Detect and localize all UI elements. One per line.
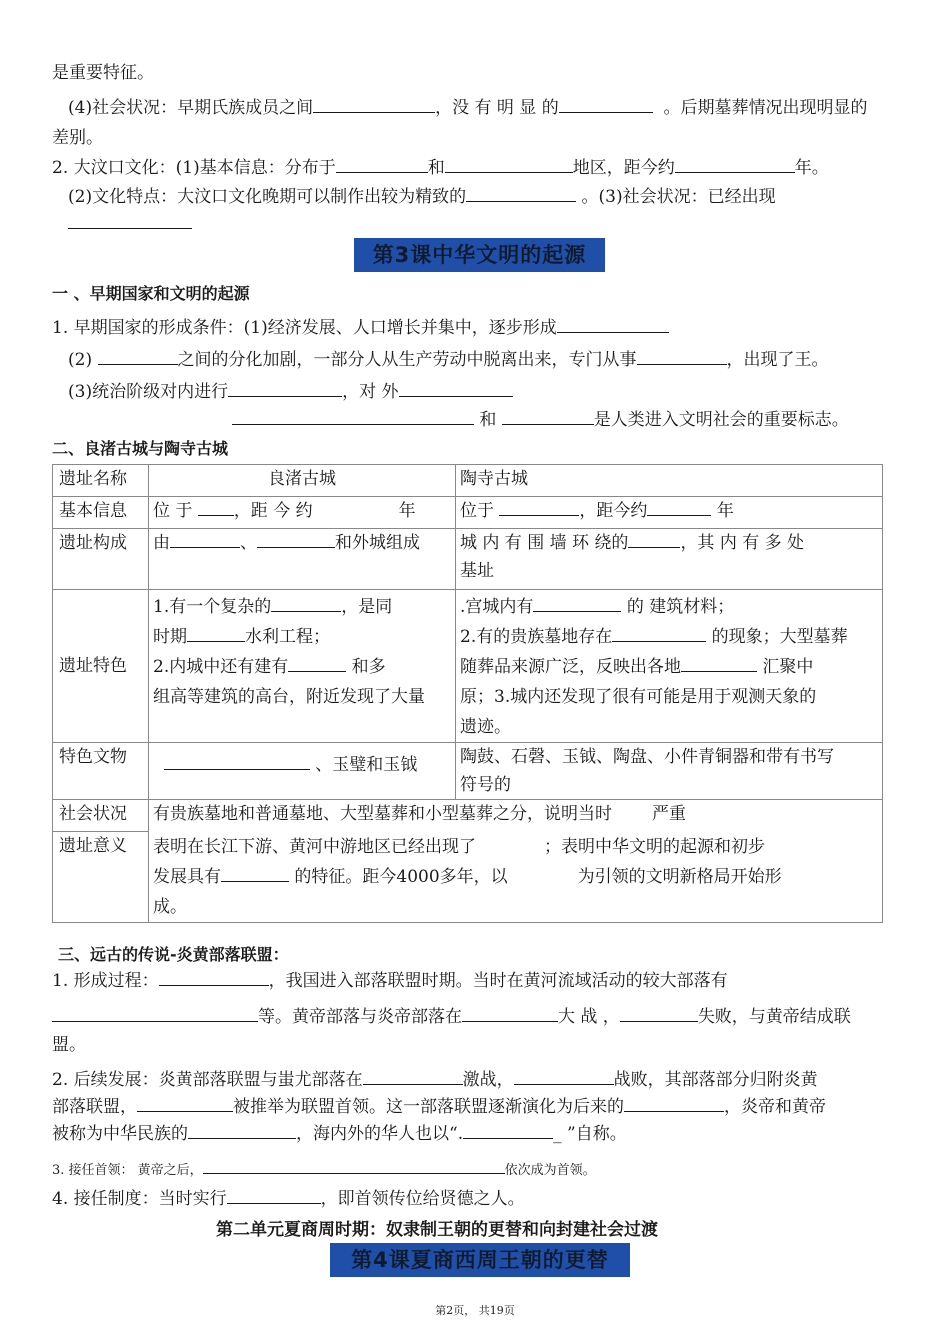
row-label: 社会状况 <box>53 800 149 832</box>
row-label: 遗址构成 <box>53 529 149 590</box>
section-2-heading: 二、良渚古城与陶寺古城 <box>52 439 229 458</box>
cell-liangzhu-feature: 1.有一个复杂的 ，是同 时期 水利工程； 2.内城中还有建有 和多 组高等建筑的高台，附近发现了大量 <box>149 590 456 743</box>
cell-liangzhu-struct: 由 、 和外城组成 <box>149 529 456 590</box>
table-row <box>53 465 883 497</box>
lesson-3-title: 第3课中华文明的起源 <box>354 238 605 272</box>
cell-liangzhu-name: 良渚古城 <box>149 465 456 497</box>
table-row <box>53 497 883 529</box>
intro-line-4: 2. 大汶口文化：(1)基本信息：分布于 和 地区，距今约 年。 <box>52 158 829 178</box>
section-1-line-2: (2) 之间的分化加剧，一部分人从生产劳动中脱离出来，专门从事 ，出现了王。 <box>68 350 829 370</box>
row-label: 基本信息 <box>53 497 149 529</box>
page-number: 第2页， 共19页 <box>435 1304 515 1317</box>
section-1-line-4: 和 是人类进入文明社会的重要标志。 <box>232 408 849 431</box>
cell-taosi-relic: 陶鼓、石磬、玉钺、陶盘、小件青铜器和带有书写 符号的 <box>456 743 883 800</box>
section-1-line-1: 1. 早期国家的形成条件：(1)经济发展、人口增长并集中，逐步形成 <box>52 316 669 339</box>
table-row <box>53 590 883 743</box>
table-row <box>53 800 883 832</box>
table-row <box>53 743 883 800</box>
cell-liangzhu-info: 位 于 ，距 今 约 年 <box>149 497 456 529</box>
table-row <box>53 529 883 590</box>
intro-line-6 <box>68 212 192 235</box>
intro-line-5: (2)文化特点：大汶口文化晚期可以制作出较为精致的 。(3)社会状况：已经出现 <box>68 187 776 207</box>
section-1-heading: 一 、早期国家和文明的起源 <box>52 284 250 303</box>
section-3-line-5: 部落联盟， 被推举为联盟首领。这一部落联盟逐渐演化为后来的 ，炎帝和黄帝 <box>52 1097 826 1117</box>
section-3-heading: 三、远古的传说-炎黄部落联盟： <box>58 945 289 964</box>
cell-liangzhu-relic: 、玉璧和玉钺 <box>149 743 456 800</box>
cell-taosi-name: 陶寺古城 <box>456 465 883 497</box>
section-3-line-4: 2. 后续发展：炎黄部落联盟与蚩尤部落在 激战， 战败，其部落部分归附炎黄 <box>52 1070 818 1090</box>
row-label: 遗址意义 <box>53 832 149 923</box>
cell-meaning: 表明在长江下游、黄河中游地区已经出现了 ；表明中华文明的起源和初步 发展具有 的特征。距今4000多年，以 为引领的文明新格局开始形 成。 <box>149 832 883 923</box>
row-label: 遗址特色 <box>53 590 149 743</box>
row-label: 特色文物 <box>53 743 149 800</box>
intro-line-1: 是重要特征。 <box>52 63 154 83</box>
cell-social: 有贵族墓地和普通墓地、大型墓葬和小型墓葬之分，说明当时 严重 <box>149 800 883 832</box>
table-row <box>53 832 883 923</box>
cell-taosi-feature: .宫城内有 的 建筑材料； 2.有的贵族墓地存在 的现象；大型墓葬 随葬品来源广泛，反映出各地 汇聚中 原；3.城内还发现了很有可能是用于观测天象的 遗迹。 <box>456 590 883 743</box>
cell-taosi-info: 位于 ，距今约 年 <box>456 497 883 529</box>
section-3-line-6: 被称为中华民族的 ，海内外的华人也以“. _ ”自称。 <box>52 1124 627 1144</box>
section-3-line-3: 盟。 <box>52 1035 86 1055</box>
row-label: 遗址名称 <box>53 465 149 497</box>
section-3-line-1: 1. 形成过程： ，我国进入部落联盟时期。当时在黄河流域活动的较大部落有 <box>52 971 728 991</box>
cell-taosi-struct: 城 内 有 围 墙 环 绕的 ，其 内 有 多 处 基址 <box>456 529 883 590</box>
intro-line-2: (4)社会状况：早期氏族成员之间 ，没 有 明 显 的 。后期墓葬情况出现明显的 <box>68 98 868 118</box>
site-comparison-table <box>52 464 883 923</box>
unit-2-heading: 第二单元夏商周时期：奴隶制王朝的更替和向封建社会过渡 <box>216 1220 658 1240</box>
section-1-line-3: (3)统治阶级对内进行 ，对 外 <box>68 380 513 403</box>
section-3-line-7: 3. 接任首领： 黄帝之后， 依次成为首领。 <box>52 1163 596 1178</box>
section-3-line-2: 等。黄帝部落与炎帝部落在 大 战 ， 失败，与黄帝结成联 <box>52 1005 851 1028</box>
section-3-line-8: 4. 接任制度：当时实行 ，即首领传位给贤德之人。 <box>52 1189 525 1209</box>
lesson-4-title: 第4课夏商西周王朝的更替 <box>330 1243 630 1277</box>
intro-line-3: 差别。 <box>52 128 103 148</box>
